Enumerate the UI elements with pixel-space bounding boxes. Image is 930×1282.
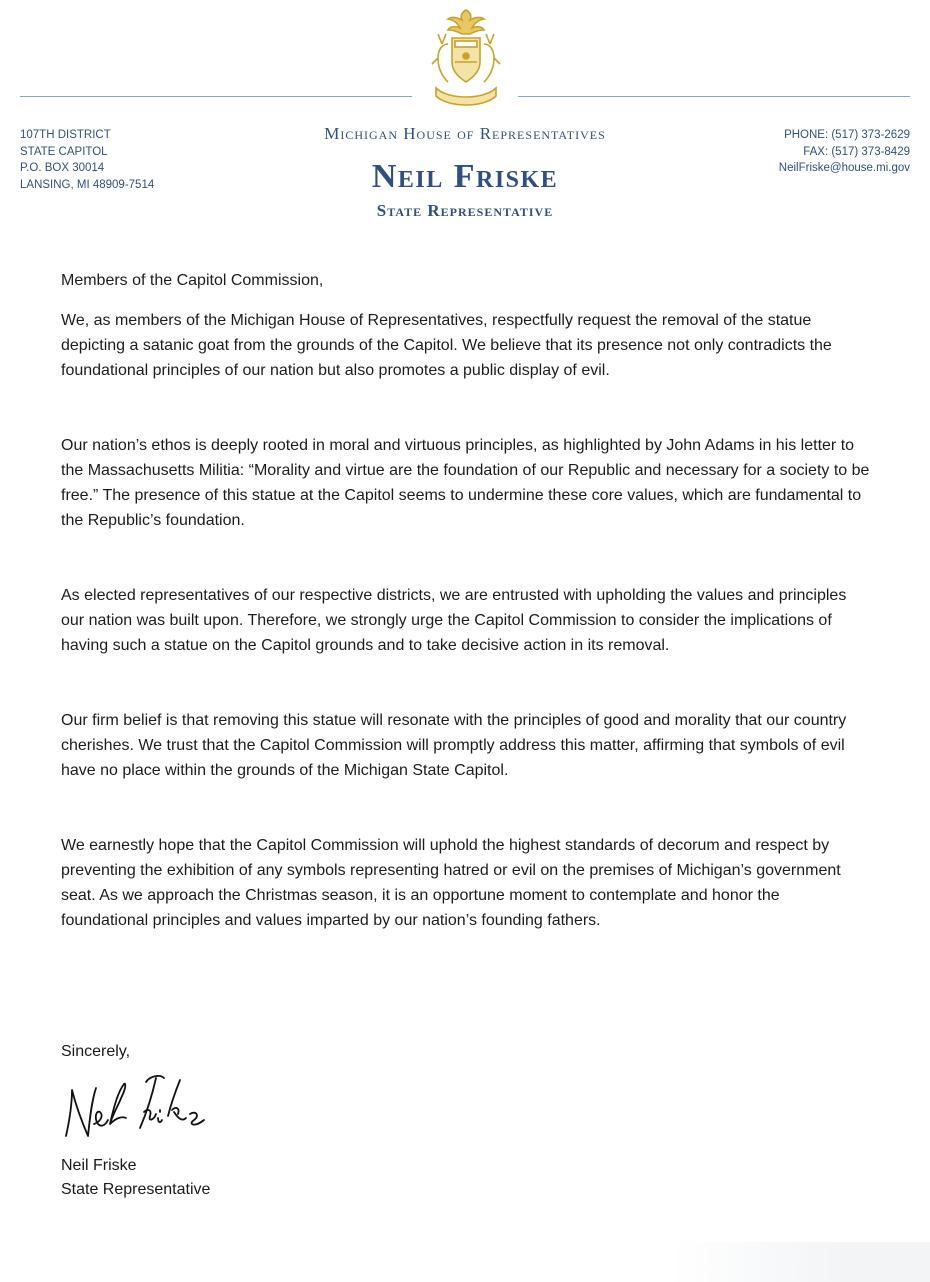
email-link[interactable]: NeilFriske@house.mi.gov — [778, 162, 910, 174]
representative-title: State Representative — [376, 201, 554, 220]
district-address — [20, 127, 154, 193]
salutation: Members of the Capitol Commission, — [61, 272, 324, 289]
address-line: STATE CAPITOL — [20, 145, 108, 158]
michigan-seal-icon — [418, 4, 514, 110]
address-line: P.O. BOX 30014 — [20, 162, 105, 174]
address-line: 107TH DISTRICT — [20, 129, 111, 141]
header-rule-left — [20, 96, 412, 97]
closing: Sincerely, — [61, 1043, 131, 1060]
signer-name: Neil Friske — [61, 1157, 137, 1174]
signer-title: State Representative — [61, 1181, 211, 1198]
paragraph: Our nation’s ethos is deeply rooted in moral and virtuous principles, as highlighted by John Adams in his letter to the Massachusetts Militia: “Morality and virtue are the foundation of our Republic and necessary for a society to be free.” The presence of this statue at the Capitol seems to undermine these core values, which are fundamental to the Republic’s foundation. — [61, 437, 870, 529]
letter-body — [61, 268, 871, 983]
paragraph: Our firm belief is that removing this statue will resonate with the principles of good and morality that our country cherishes. We trust that the Capitol Commission will promptly address this matter, affirming that symbols of evil have no place within the grounds of the Michigan State Capitol. — [61, 712, 847, 779]
paragraph: We earnestly hope that the Capitol Commission will uphold the highest standards of decorum and respect by preventing the exhibition of any symbols representing hatred or evil on the premises of Michigan’s government seat. As we approach the Christmas season, it is an opportune moment to contemplate and honor the foundational principles and values imparted by our nation’s founding fathers. — [61, 837, 841, 929]
contact-info — [779, 127, 910, 177]
signature — [60, 1066, 220, 1152]
paragraph: As elected representatives of our respective districts, we are entrusted with upholding the values and principles our nation was built upon. Therefore, we strongly urge the Capitol Commission to consider the implications of having such a statue on the Capitol grounds and to take decisive action in its removal. — [61, 587, 847, 654]
address-line: LANSING, MI 48909-7514 — [20, 178, 155, 191]
scan-shadow — [670, 1242, 930, 1282]
letterhead-title-block — [215, 123, 715, 221]
chamber-name: Michigan House of Representatives — [324, 124, 606, 143]
phone: PHONE: (517) 373-2629 — [784, 129, 910, 141]
signer-block — [61, 1154, 210, 1202]
header-rule-right — [518, 96, 910, 97]
paragraph: We, as members of the Michigan House of Representatives, respectfully request the removal of the statue depicting a satanic goat from the grounds of the Capitol. We believe that its presence not only contradicts the foundational principles of our nation but also promotes a public display of evil. — [61, 312, 832, 379]
fax: FAX: (517) 373-8429 — [803, 145, 910, 158]
representative-name: Neil Friske — [371, 158, 559, 195]
